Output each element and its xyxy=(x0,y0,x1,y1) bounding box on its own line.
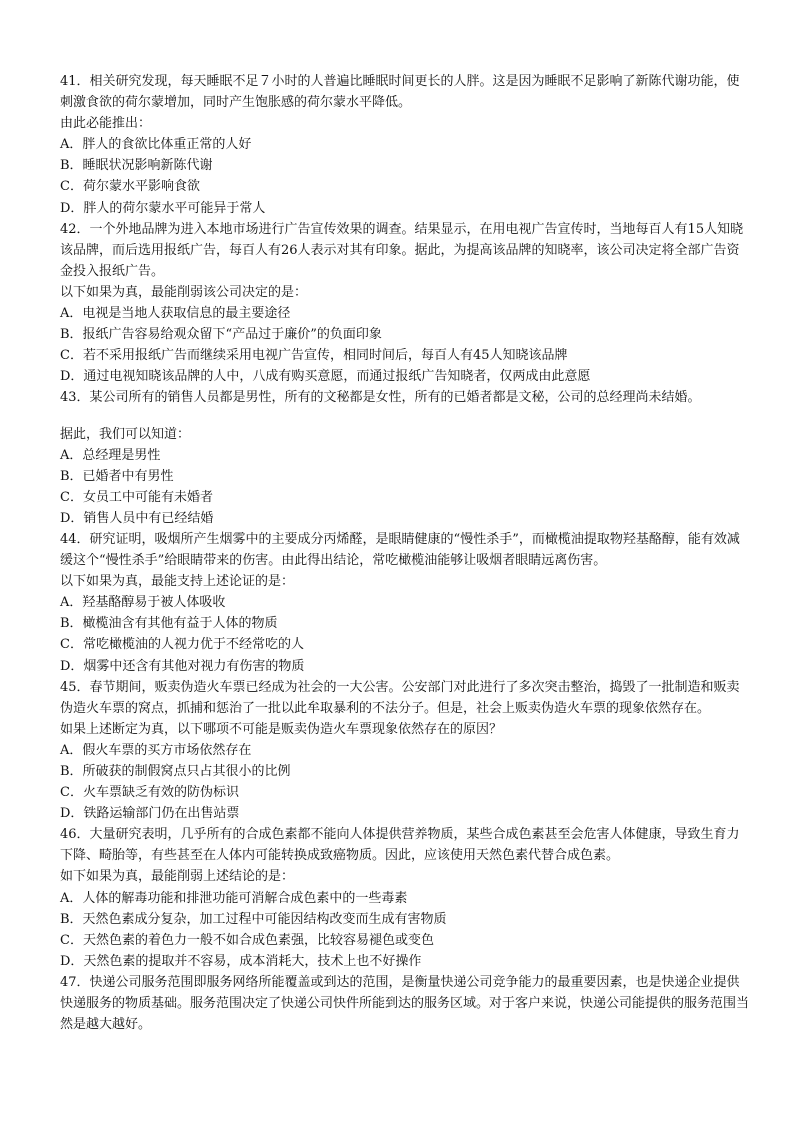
option-a: A．人体的解毒功能和排泄功能可消解合成色素中的一些毒素 xyxy=(60,890,408,906)
option-d: D．烟雾中还含有其他对视力有伤害的物质 xyxy=(60,658,305,674)
option-b: B．所破获的制假窝点只占其很小的比例 xyxy=(60,764,291,779)
question-43 xyxy=(60,387,750,529)
question-prompt: 据此，我们可以知道： xyxy=(60,426,191,442)
question-stem: 46．大量研究表明，几乎所有的合成色素都不能向人体提供营养物质，某些合成色素甚至会危害人体健康，导致生育力下降、畸胎等，有些甚至在人体内可能转换成致癌物质。因此，应该使用天然色素代替合成色素。 xyxy=(60,827,740,864)
question-46 xyxy=(60,824,750,972)
question-prompt: 由此必能推出： xyxy=(60,116,152,132)
question-prompt: 以下如果为真，最能削弱该公司决定的是： xyxy=(60,284,308,300)
question-stem: 41．相关研究发现，每天睡眠不足７小时的人普遍比睡眠时间更长的人胖。这是因为睡眠不足影响了新陈代谢功能，使刺激食欲的荷尔蒙增加，同时产生饱胀感的荷尔蒙水平降低。 xyxy=(60,74,740,111)
question-prompt: 以下如果为真，最能支持上述论证的是： xyxy=(60,574,295,590)
question-stem: 43．某公司所有的销售人员都是男性，所有的文秘都是女性，所有的已婚者都是文秘，公司的总经理尚未结婚。 xyxy=(60,390,701,406)
option-d: D．胖人的荷尔蒙水平可能异于常人 xyxy=(60,200,266,216)
option-d: D．销售人员中有已经结婚 xyxy=(60,510,214,526)
question-stem: 44．研究证明，吸烟所产生烟雾中的主要成分丙烯醛，是眼睛健康的“慢性杀手”，而橄榄油提取物羟基酪醇，能有效减缓这个“慢性杀手”给眼睛带来的伤害。由此得出结论，常吃橄榄油能够让吸烟者眼睛远离伤害。 xyxy=(60,531,740,569)
option-b: B．已婚者中有男性 xyxy=(60,468,174,484)
option-b: B．橄榄油含有其他有益于人体的物质 xyxy=(60,616,278,632)
option-b: B．天然色素成分复杂，加工过程中可能因结构改变而生成有害物质 xyxy=(60,911,447,927)
question-44 xyxy=(60,529,750,677)
question-47 xyxy=(60,972,750,1035)
question-45 xyxy=(60,677,750,825)
question-stem: 42．一个外地品牌为进入本地市场进行广告宣传效果的调查。结果显示，在用电视广告宣传时，当地每百人有15人知晓该品牌，而后选用报纸广告，每百人有26人表示对其有印象。据此，为提高该品牌的知晓率，该公司决定将全部广告资金投入报纸广告。 xyxy=(60,221,744,279)
option-c: C．火车票缺乏有效的防伪标识 xyxy=(60,785,239,801)
option-a: A．胖人的食欲比体重正常的人好 xyxy=(60,137,252,153)
question-42 xyxy=(60,219,750,388)
option-c: C．天然色素的着色力一般不如合成色素强，比较容易褪色或变色 xyxy=(60,932,434,948)
option-d: D．铁路运输部门仍在出售站票 xyxy=(60,806,240,822)
blank-line xyxy=(60,409,750,424)
question-prompt: 如果上述断定为真，以下哪项不可能是贩卖伪造火车票现象依然存在的原因？ xyxy=(60,721,503,737)
option-c: C．常吃橄榄油的人视力优于不经常吃的人 xyxy=(60,637,304,653)
option-c: C．女员工中可能有未婚者 xyxy=(60,489,213,505)
question-stem: 47．快递公司服务范围即服务网络所能覆盖或到达的范围，是衡量快递公司竞争能力的最重要因素，也是快递企业提供快递服务的物质基础。服务范围决定了快递公司快件所能到达的服务区域。对于客户来说，快递公司能提供的服务范围当然是越大越好。 xyxy=(60,974,750,1033)
option-d: D．通过电视知晓该品牌的人中，八成有购买意愿，而通过报纸广告知晓者，仅两成由此意愿 xyxy=(60,369,591,385)
option-b: B．睡眠状况影响新陈代谢 xyxy=(60,158,213,174)
question-list xyxy=(60,71,750,1035)
option-d: D．天然色素的提取并不容易，成本消耗大，技术上也不好操作 xyxy=(60,953,422,969)
question-stem: 45．春节期间，贩卖伪造火车票已经成为社会的一大公害。公安部门对此进行了多次突击整治，捣毁了一批制造和贩卖伪造火车票的窝点，抓捕和惩治了一批以此牟取暴利的不法分子。但是，社会上贩卖伪造火车票的现象依然存在。 xyxy=(60,679,740,716)
option-c: C．荷尔蒙水平影响食欲 xyxy=(60,179,200,195)
question-41 xyxy=(60,71,750,219)
option-a: A．假火车票的买方市场依然存在 xyxy=(60,742,252,758)
option-c: C．若不采用报纸广告而继续采用电视广告宣传，相同时间后，每百人有45人知晓该品牌 xyxy=(60,348,568,364)
option-a: A．总经理是男性 xyxy=(60,447,161,463)
question-prompt: 如下如果为真，最能削弱上述结论的是： xyxy=(60,869,295,885)
option-a: A．羟基酪醇易于被人体吸收 xyxy=(60,595,226,611)
option-b: B．报纸广告容易给观众留下“产品过于廉价”的负面印象 xyxy=(60,327,382,343)
option-a: A．电视是当地人获取信息的最主要途径 xyxy=(60,306,291,322)
